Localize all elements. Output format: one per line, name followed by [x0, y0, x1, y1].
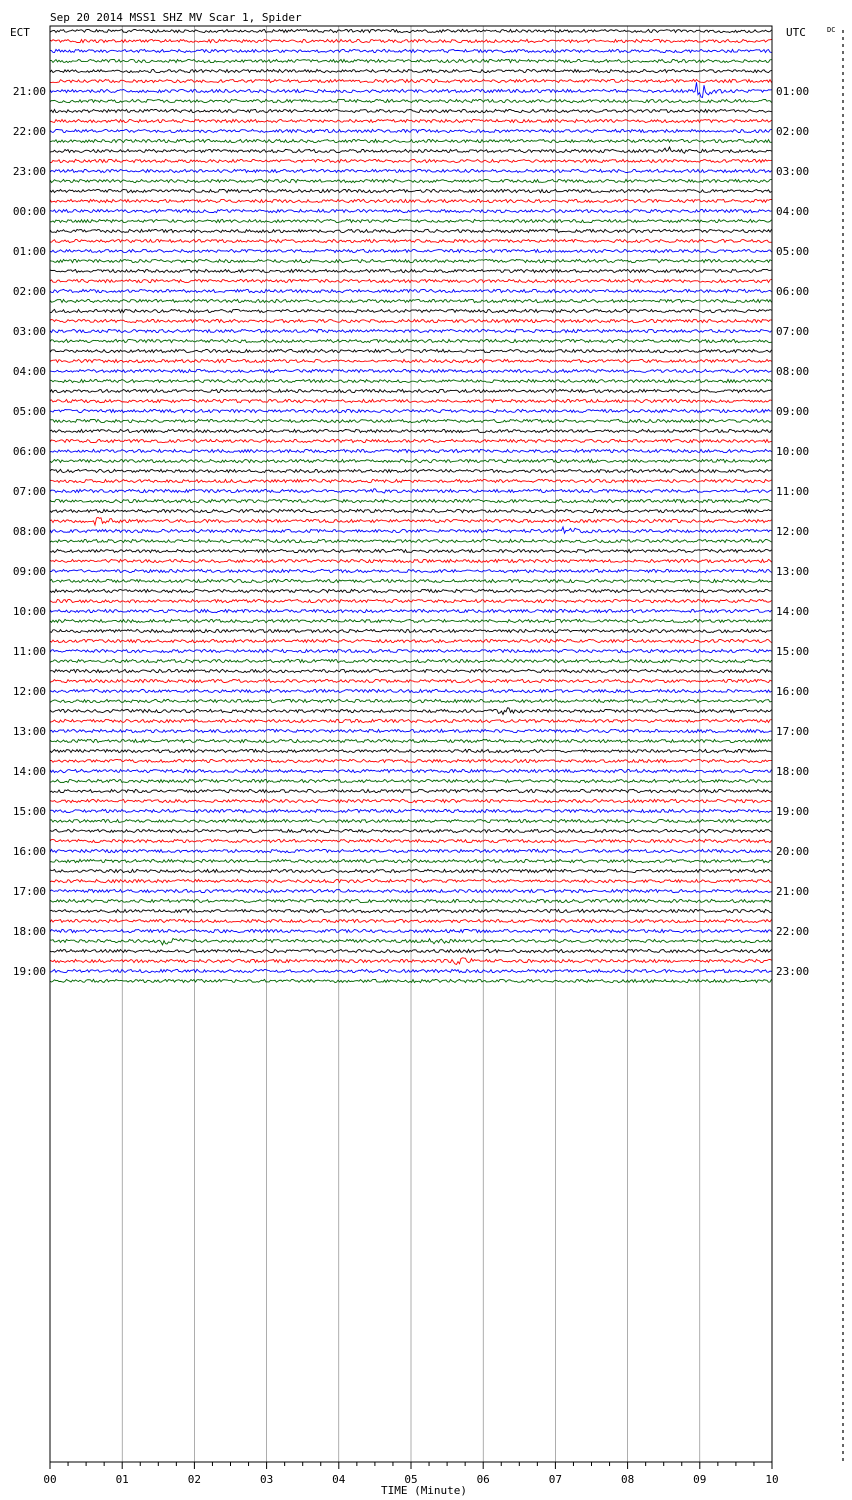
left-hour-label: 21:00: [12, 85, 46, 98]
left-hour-label: 06:00: [12, 445, 46, 458]
right-hour-label: 05:00: [776, 245, 810, 258]
x-axis-label: TIME (Minute): [380, 1484, 468, 1497]
x-tick-label: 06: [476, 1473, 490, 1486]
right-hour-label: 13:00: [776, 565, 810, 578]
left-hour-label: 22:00: [12, 125, 46, 138]
right-hour-label: 04:00: [776, 205, 810, 218]
right-hour-label: 12:00: [776, 525, 810, 538]
right-axis-label: UTC: [786, 26, 806, 39]
right-hour-label: 16:00: [776, 685, 810, 698]
right-hour-label: 11:00: [776, 485, 810, 498]
left-hour-label: 16:00: [12, 845, 46, 858]
left-hour-label: 23:00: [12, 165, 46, 178]
x-tick-label: 07: [548, 1473, 563, 1486]
right-hour-label: 03:00: [776, 165, 810, 178]
x-tick-label: 02: [187, 1473, 202, 1486]
left-hour-label: 01:00: [12, 245, 46, 258]
left-axis-label: ECT: [10, 26, 30, 39]
left-hour-label: 15:00: [12, 805, 46, 818]
left-hour-label: 19:00: [12, 965, 46, 978]
left-hour-label: 10:00: [12, 605, 46, 618]
x-tick-label: 03: [259, 1473, 274, 1486]
left-hour-label: 07:00: [12, 485, 46, 498]
right-hour-label: 09:00: [776, 405, 810, 418]
left-hour-label: 17:00: [12, 885, 46, 898]
left-hour-label: 12:00: [12, 685, 46, 698]
dc-label: DC: [827, 26, 836, 34]
left-hour-label: 04:00: [12, 365, 46, 378]
left-hour-label: 05:00: [12, 405, 46, 418]
x-tick-label: 08: [620, 1473, 635, 1486]
right-hour-label: 07:00: [776, 325, 810, 338]
left-hour-label: 18:00: [12, 925, 46, 938]
right-hour-label: 08:00: [776, 365, 810, 378]
x-tick-label: 10: [765, 1473, 779, 1486]
x-tick-label: 01: [115, 1473, 129, 1486]
left-hour-label: 09:00: [12, 565, 46, 578]
right-hour-label: 10:00: [776, 445, 810, 458]
left-hour-label: 08:00: [12, 525, 46, 538]
left-hour-label: 11:00: [12, 645, 46, 658]
left-hour-label: 02:00: [12, 285, 46, 298]
x-tick-label: 04: [332, 1473, 346, 1486]
x-tick-label: 05: [404, 1473, 418, 1486]
right-hour-label: 14:00: [776, 605, 810, 618]
right-hour-label: 23:00: [776, 965, 810, 978]
left-hour-label: 14:00: [12, 765, 46, 778]
right-hour-label: 20:00: [776, 845, 810, 858]
right-hour-label: 22:00: [776, 925, 810, 938]
x-tick-label: 00: [43, 1473, 57, 1486]
label-group: [13, 30, 843, 1486]
right-hour-label: 01:00: [776, 85, 810, 98]
right-hour-label: 15:00: [776, 645, 810, 658]
right-hour-label: 21:00: [776, 885, 810, 898]
right-hour-label: 06:00: [776, 285, 810, 298]
right-hour-label: 02:00: [776, 125, 810, 138]
left-hour-label: 13:00: [12, 725, 46, 738]
right-hour-label: 19:00: [776, 805, 810, 818]
left-hour-label: 00:00: [12, 205, 46, 218]
chart-title: Sep 20 2014 MSS1 SHZ MV Scar 1, Spider: [50, 11, 302, 24]
right-hour-label: 17:00: [776, 725, 810, 738]
x-tick-label: 09: [693, 1473, 707, 1486]
right-hour-label: 18:00: [776, 765, 810, 778]
left-hour-label: 03:00: [12, 325, 46, 338]
